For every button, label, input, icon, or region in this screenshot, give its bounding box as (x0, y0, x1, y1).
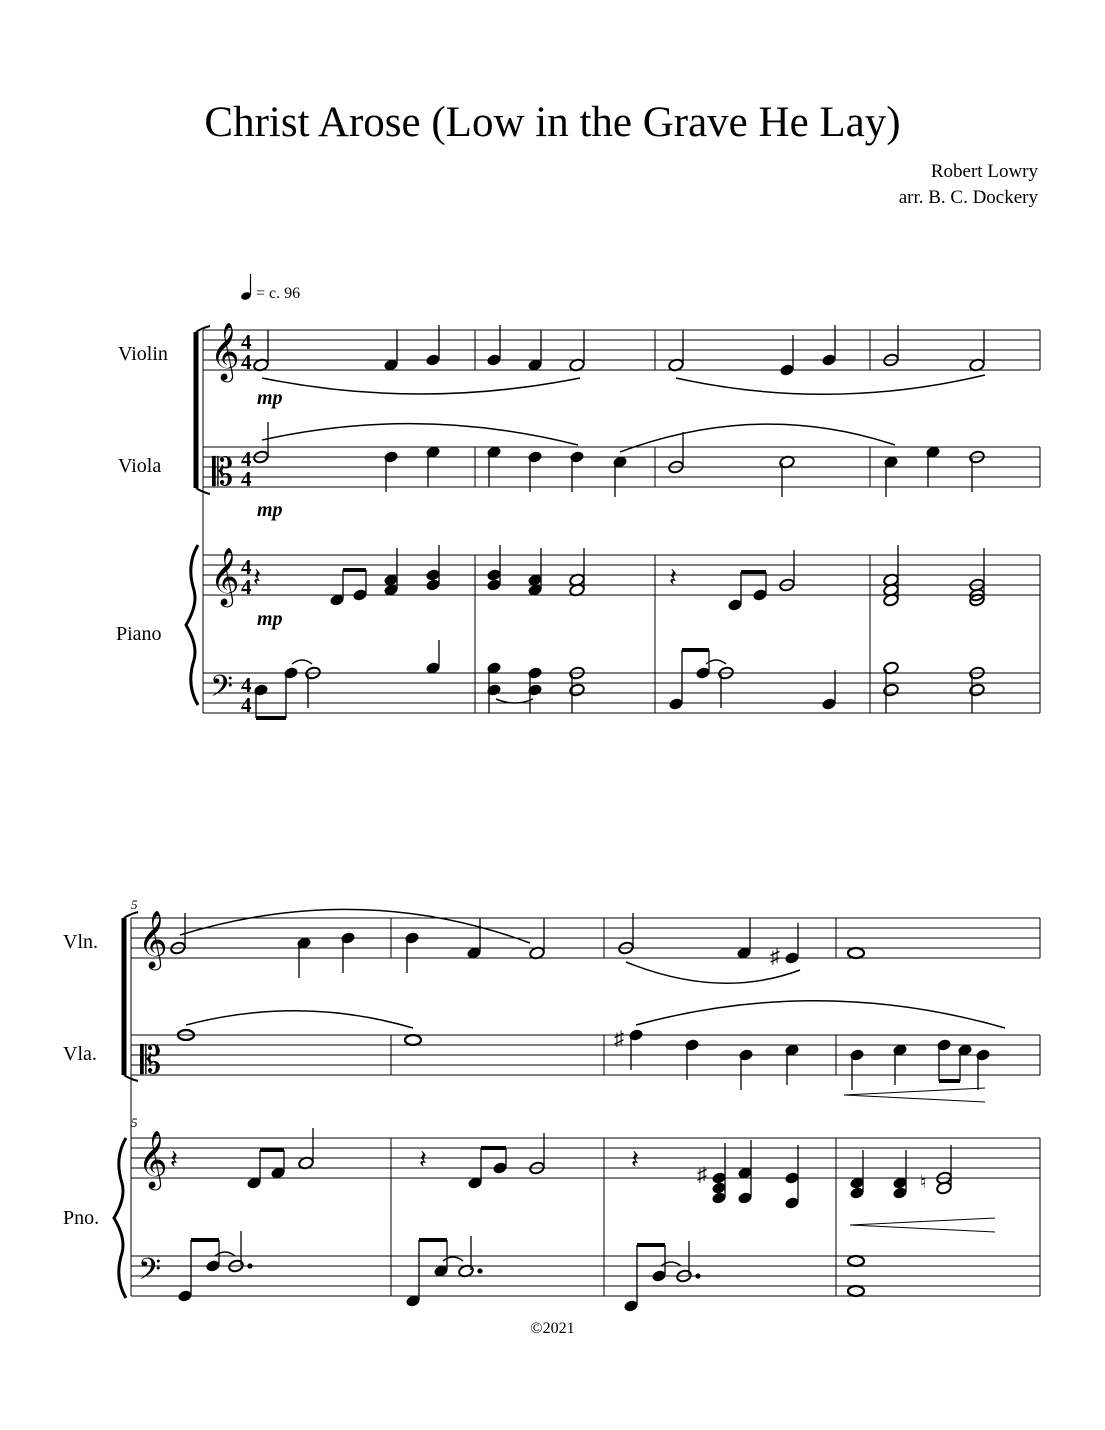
dynamic-mp: mp (257, 608, 283, 630)
viola-staff (131, 1035, 1040, 1075)
svg-text:4: 4 (241, 693, 252, 717)
page-title: Christ Arose (Low in the Grave He Lay) (204, 99, 901, 146)
arranger-name: arr. B. C. Dockery (898, 187, 1038, 208)
svg-text:𝄽: 𝄽 (631, 1145, 639, 1174)
svg-text:𝄽: 𝄽 (170, 1145, 178, 1174)
svg-text:♯: ♯ (770, 946, 780, 968)
copyright: ©2021 (530, 1320, 575, 1337)
piano-bass-notes-system-1 (254, 640, 985, 718)
piano-treble-staff (203, 555, 1040, 595)
svg-text:♮: ♮ (920, 1172, 927, 1192)
treble-clef-icon: 𝄞 (138, 911, 168, 967)
svg-text:𝄽: 𝄽 (419, 1145, 427, 1174)
measure-number: 5 (131, 1115, 138, 1130)
tempo-text: = c. 96 (256, 285, 301, 302)
svg-text:4: 4 (241, 673, 252, 697)
svg-text:𝄽: 𝄽 (253, 563, 261, 592)
staff-label-viola: Viola (118, 455, 162, 477)
treble-clef-icon: 𝄞 (210, 323, 240, 379)
violin-staff (131, 918, 1040, 958)
svg-text:4: 4 (241, 447, 252, 471)
svg-text:♯: ♯ (614, 1028, 624, 1050)
staff-label-piano: Piano (116, 623, 162, 645)
violin-staff (203, 330, 1040, 370)
treble-clef-icon: 𝄞 (210, 548, 240, 604)
alto-clef-icon: 𝄡 (212, 452, 234, 494)
staff-label-violin: Vln. (63, 931, 98, 953)
piano-bass-staff (203, 673, 1040, 713)
svg-text:4: 4 (241, 330, 252, 354)
viola-notes-system-2 (178, 1001, 1005, 1102)
svg-text:4: 4 (241, 575, 252, 599)
bass-clef-icon: 𝄢 (210, 670, 234, 710)
measure-number: 5 (131, 897, 138, 912)
alto-clef-icon: 𝄡 (140, 1040, 162, 1082)
svg-text:𝄽: 𝄽 (669, 563, 677, 592)
staff-label-violin: Violin (118, 343, 168, 365)
dynamic-mp: mp (257, 499, 283, 521)
dynamic-mp: mp (257, 387, 283, 409)
piano-treble-staff (131, 1138, 1040, 1178)
svg-text:4: 4 (241, 555, 252, 579)
viola-staff (203, 447, 1040, 487)
tempo-marking (240, 274, 300, 302)
svg-text:4: 4 (241, 350, 252, 374)
composer-name: Robert Lowry (930, 161, 1038, 182)
svg-text:♯: ♯ (697, 1164, 707, 1186)
piano-brace (114, 1138, 126, 1298)
piano-brace (186, 545, 198, 705)
viola-notes-system-1 (253, 422, 986, 497)
staff-label-piano: Pno. (63, 1207, 100, 1229)
piano-bass-staff (131, 1256, 1040, 1296)
staff-label-viola: Vla. (63, 1043, 97, 1065)
piano-treble-notes-system-2 (170, 1128, 995, 1232)
treble-clef-icon: 𝄞 (138, 1131, 168, 1187)
violin-notes-system-2 (170, 909, 864, 983)
piano-bass-notes-system-2 (178, 1231, 864, 1312)
svg-text:4: 4 (241, 467, 252, 491)
bass-clef-icon: 𝄢 (138, 1253, 162, 1293)
